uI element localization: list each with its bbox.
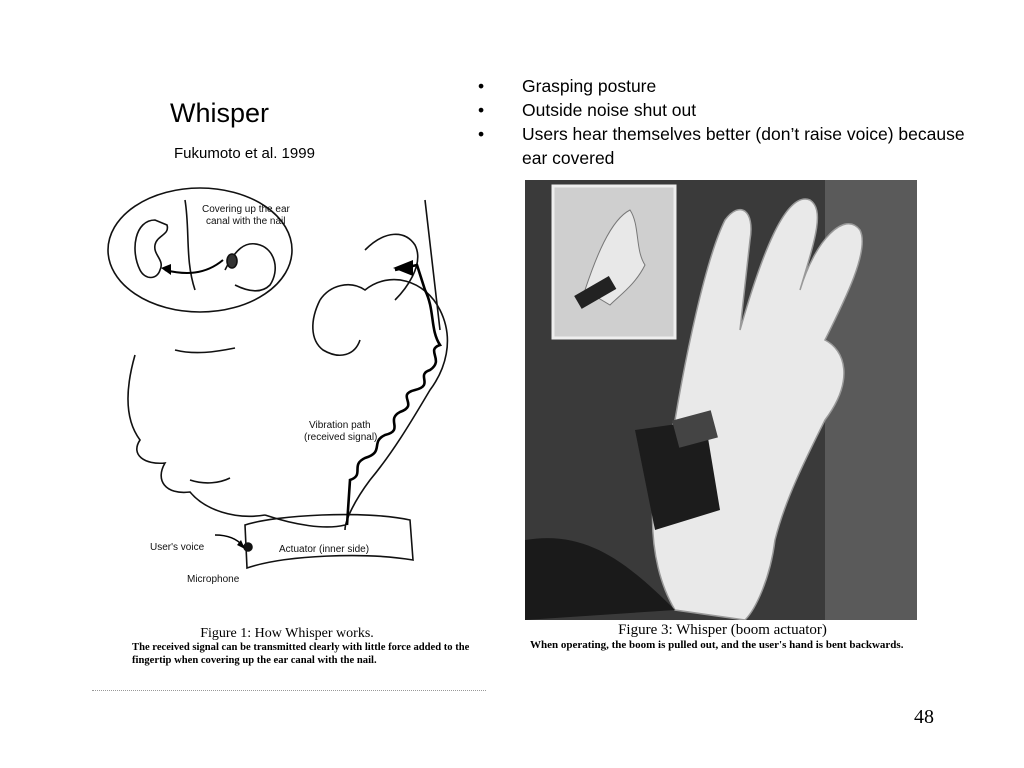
label-actuator: Actuator (inner side): [279, 544, 370, 555]
wristband: [245, 515, 413, 568]
microphone-dot: [244, 543, 252, 551]
label-microphone: Microphone: [187, 574, 240, 585]
inset-arrow: [165, 260, 223, 273]
figure-1-caption: [132, 626, 472, 667]
bullet-dot: •: [478, 76, 485, 96]
label-covering: Covering up the ear: [202, 204, 290, 215]
eye-line: [175, 348, 235, 353]
head-back: [425, 200, 440, 330]
figure-3-caption-title: Figure 3: Whisper (boom actuator): [618, 622, 827, 638]
label-vibration-2: (received signal): [304, 432, 378, 443]
label-covering-2: canal with the nail: [206, 216, 286, 227]
boom-actuator-photo: [525, 180, 917, 620]
bullet-item: [470, 122, 970, 170]
slide-subtitle: Fukumoto et al. 1999: [174, 145, 315, 162]
bullet-item: [470, 98, 970, 122]
inset-cheek: [185, 200, 195, 290]
bullet-dot: •: [478, 100, 485, 120]
figure-1-caption-body: The received signal can be transmitted clearly with little force added to the fingertip when covering up the ear canal with the nail.: [132, 642, 470, 666]
figure-divider: [92, 690, 486, 691]
bullet-item: [470, 74, 970, 98]
bullet-text: Grasping posture: [522, 76, 657, 96]
slide-title: Whisper: [170, 98, 270, 128]
vibration-path: [347, 265, 440, 525]
figure-3-caption: [530, 622, 915, 652]
mouth-line: [190, 478, 230, 483]
bullet-list: [470, 74, 970, 170]
figure-1-caption-title: Figure 1: How Whisper works.: [200, 626, 374, 641]
whisper-diagram: [95, 180, 485, 630]
figure-3-caption-body: When operating, the boom is pulled out, and the user's hand is bent backwards.: [530, 639, 904, 651]
bullet-dot: •: [478, 124, 485, 144]
page-number: 48: [914, 706, 934, 728]
label-users-voice: User's voice: [150, 542, 205, 553]
bullet-text: Outside noise shut out: [522, 100, 697, 120]
face-profile: [128, 355, 265, 516]
bullet-text: Users hear themselves better (don’t raise voice) because ear covered: [522, 124, 965, 168]
hand-outline: [320, 280, 447, 530]
label-vibration: Vibration path: [309, 420, 371, 431]
figure-1-illustration: [95, 180, 485, 690]
figure-3-photo: [525, 180, 917, 620]
inset-fingernail: [227, 254, 237, 268]
vibration-arrowhead: [393, 260, 413, 276]
